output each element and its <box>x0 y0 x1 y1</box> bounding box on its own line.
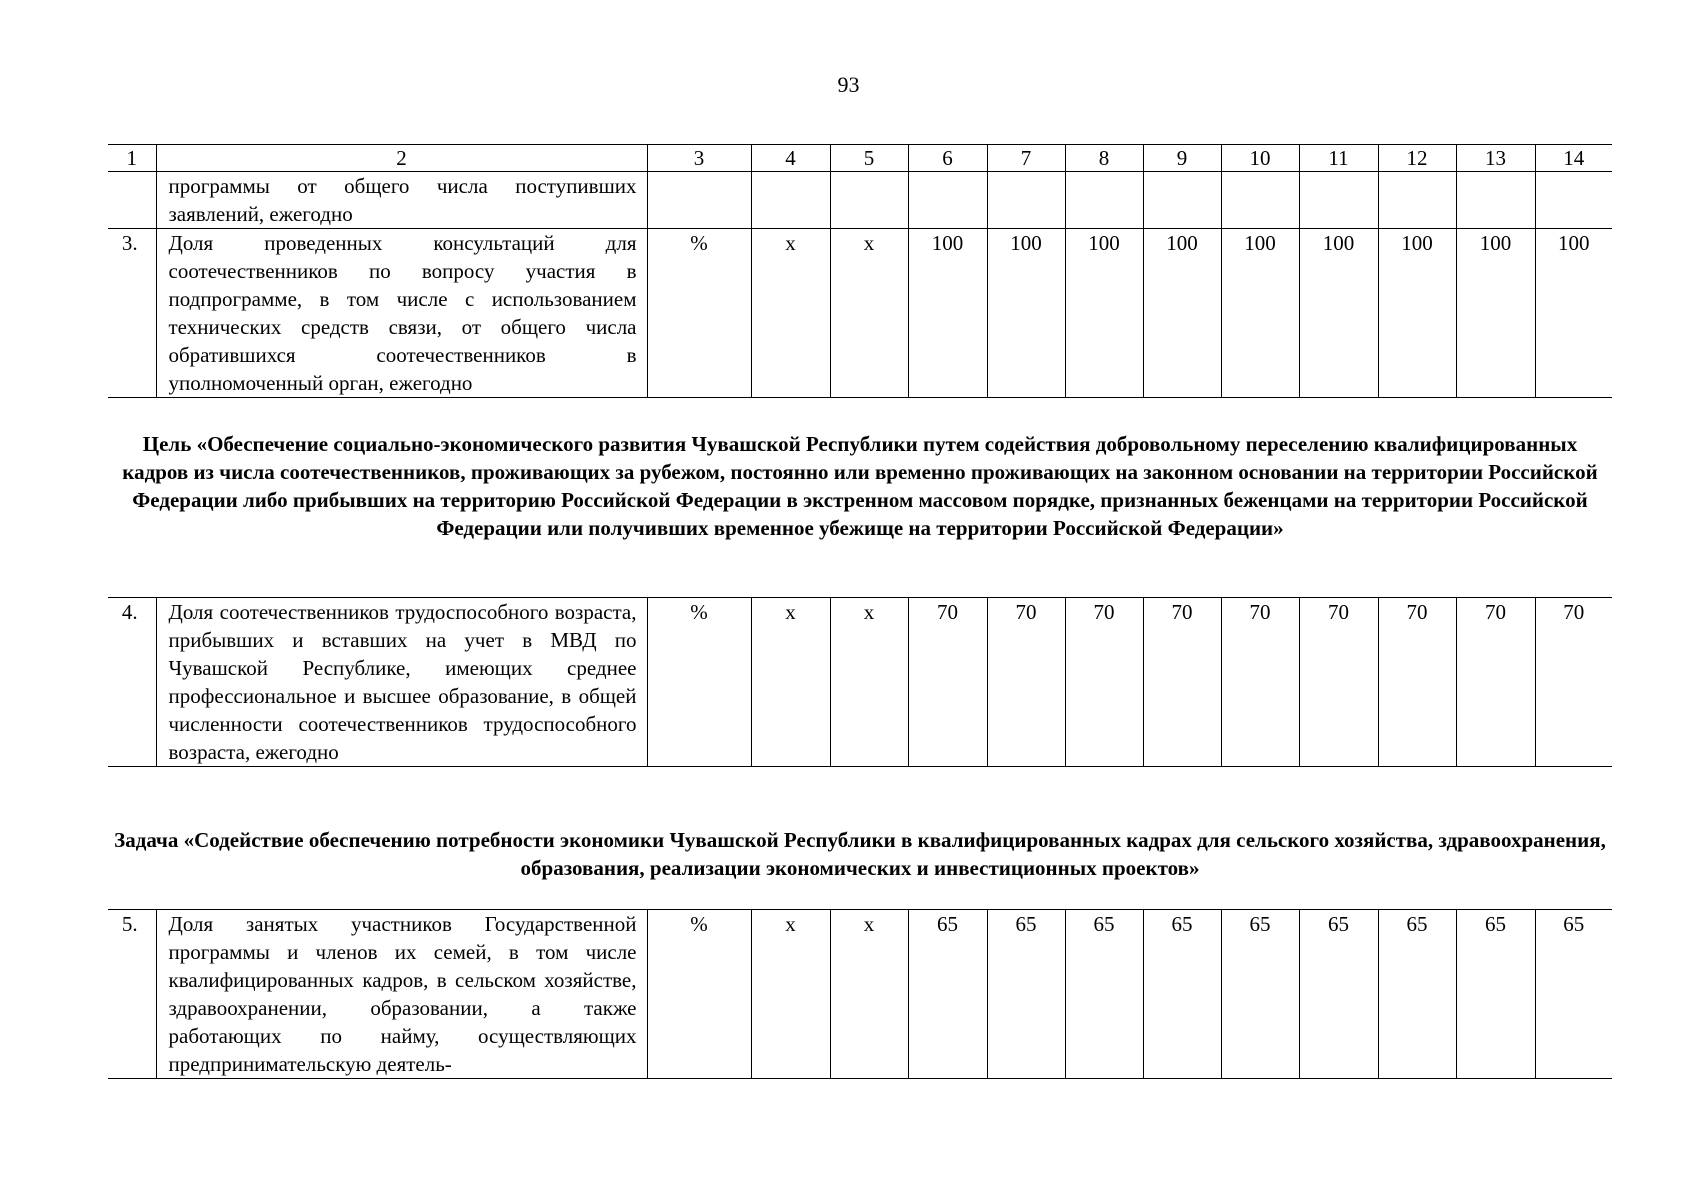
header-cell: 5 <box>830 145 908 172</box>
value-cell <box>751 172 830 229</box>
header-cell: 10 <box>1221 145 1299 172</box>
value-cell: 65 <box>908 910 987 1079</box>
value-cell <box>987 172 1065 229</box>
unit-cell <box>647 172 751 229</box>
header-cell: 14 <box>1535 145 1612 172</box>
header-cell: 12 <box>1378 145 1456 172</box>
table-row <box>108 598 1612 767</box>
column-number-header <box>108 145 1612 172</box>
indicator-description: Доля соотечественников трудоспособного возраста, прибывших и вставших на учет в МВД по Чувашской Республике, имеющих среднее профессиональное и высшее образование, в общей численности соотечественников трудоспособного возраста, ежегодно <box>156 598 647 767</box>
value-cell: 100 <box>1378 229 1456 398</box>
value-cell: 65 <box>1143 910 1221 1079</box>
page-number: 93 <box>837 72 860 97</box>
row-number: 5. <box>108 910 156 1079</box>
value-cell: 70 <box>987 598 1065 767</box>
value-cell: 100 <box>1456 229 1535 398</box>
table-row <box>108 229 1612 398</box>
indicator-description: Доля проведенных консультаций для соотечественников по вопросу участия в подпрограмме, в том числе с использованием технических средств связи, от общего числа обратившихся соотечественников в уполномоченный орган, ежегодно <box>156 229 647 398</box>
value-cell: 100 <box>1065 229 1143 398</box>
value-cell <box>1456 172 1535 229</box>
header-cell: 9 <box>1143 145 1221 172</box>
header-cell: 2 <box>156 145 647 172</box>
value-cell: 100 <box>1143 229 1221 398</box>
header-cell: 4 <box>751 145 830 172</box>
value-cell: х <box>830 229 908 398</box>
value-cell <box>1378 172 1456 229</box>
value-cell: 70 <box>1299 598 1378 767</box>
unit-cell: % <box>647 229 751 398</box>
value-cell: х <box>830 598 908 767</box>
value-cell: 65 <box>1221 910 1299 1079</box>
row-number <box>108 172 156 229</box>
value-cell <box>1299 172 1378 229</box>
indicators-table-part1 <box>108 144 1612 398</box>
value-cell <box>1065 172 1143 229</box>
unit-cell: % <box>647 598 751 767</box>
header-cell: 6 <box>908 145 987 172</box>
value-cell: 100 <box>1221 229 1299 398</box>
value-cell: 65 <box>1065 910 1143 1079</box>
header-cell: 13 <box>1456 145 1535 172</box>
value-cell: х <box>830 910 908 1079</box>
header-cell: 3 <box>647 145 751 172</box>
indicator-description: Доля занятых участников Государственной программы и членов их семей, в том числе квалифицированных кадров, в сельском хозяйстве, здравоохранении, образовании, а также работающих по найму, осуществляющих предпринимательскую деятель- <box>156 910 647 1079</box>
value-cell: 70 <box>1456 598 1535 767</box>
table-row <box>108 910 1612 1079</box>
goal-heading: Цель «Обеспечение социально-экономического развития Чувашской Республики путем содействия добровольному переселению квалифицированных кадров из числа соотечественников, проживающих за рубежом, постоянно или временно проживающих на законном основании на территории Российской Федерации либо прибывших на территорию Российской Федерации в экстренном массовом порядке, признанных беженцами на территории Российской Федерации или получивших временное убежище на территории Российской Федерации» <box>122 432 1598 540</box>
header-cell: 8 <box>1065 145 1143 172</box>
value-cell: 70 <box>1535 598 1612 767</box>
value-cell: 65 <box>1456 910 1535 1079</box>
value-cell <box>1221 172 1299 229</box>
value-cell: 70 <box>1065 598 1143 767</box>
unit-cell: % <box>647 910 751 1079</box>
indicator-description: программы от общего числа поступивших заявлений, ежегодно <box>156 172 647 229</box>
value-cell: 100 <box>1299 229 1378 398</box>
value-cell: х <box>751 910 830 1079</box>
value-cell <box>908 172 987 229</box>
header-cell: 1 <box>108 145 156 172</box>
value-cell: 100 <box>908 229 987 398</box>
value-cell: х <box>751 229 830 398</box>
value-cell: 65 <box>1299 910 1378 1079</box>
value-cell: 100 <box>987 229 1065 398</box>
value-cell: 70 <box>1143 598 1221 767</box>
task-heading: Задача «Содействие обеспечению потребности экономики Чувашской Республики в квалифицированных кадрах для сельского хозяйства, здравоохранения, образования, реализации экономических и инвестиционных проектов» <box>114 828 1606 880</box>
value-cell: 65 <box>1535 910 1612 1079</box>
value-cell <box>830 172 908 229</box>
value-cell: 70 <box>1221 598 1299 767</box>
header-cell: 7 <box>987 145 1065 172</box>
value-cell: 70 <box>1378 598 1456 767</box>
value-cell <box>1535 172 1612 229</box>
value-cell: х <box>751 598 830 767</box>
value-cell: 65 <box>987 910 1065 1079</box>
value-cell: 70 <box>908 598 987 767</box>
row-number: 4. <box>108 598 156 767</box>
header-cell: 11 <box>1299 145 1378 172</box>
value-cell: 100 <box>1535 229 1612 398</box>
value-cell <box>1143 172 1221 229</box>
indicators-table-part2 <box>108 597 1612 767</box>
value-cell: 65 <box>1378 910 1456 1079</box>
indicators-table-part3 <box>108 909 1612 1079</box>
row-number: 3. <box>108 229 156 398</box>
table-row <box>108 172 1612 229</box>
